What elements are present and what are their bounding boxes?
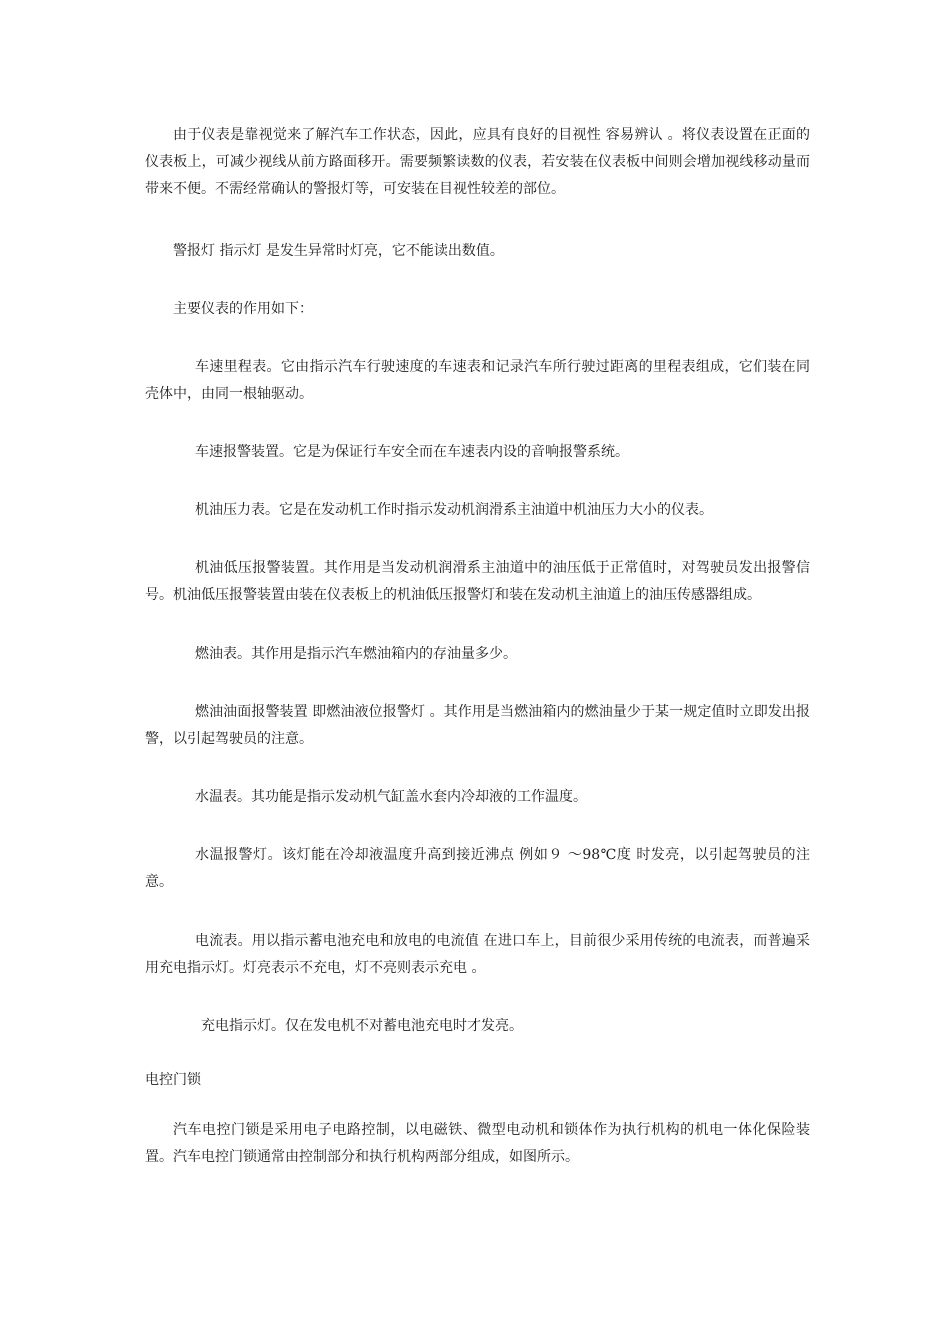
paragraph-water-temp-gauge: 水温表。其功能是指示发动机气缸盖水套内冷却液的工作温度。 [195,789,587,805]
paragraph-fuel-level-alarm: 燃油油面报警装置 即燃油液位报警灯 。其作用是当燃油箱内的燃油量少于某一规定值时立即发出报警，以引起驾驶员的注意。 [145,704,810,747]
paragraph-electric-door-lock: 汽车电控门锁是采用电子电路控制，以电磁铁、微型电动机和锁体作为执行机构的机电一体化保险装置。汽车电控门锁通常由控制部分和执行机构两部分组成，如图所示。 [145,1122,810,1165]
paragraph-ammeter: 电流表。用以指示蓄电池充电和放电的电流值 在进口车上，目前很少采用传统的电流表，而普遍采用充电指示灯。灯亮表示不充电，灯不亮则表示充电 。 [145,933,810,976]
paragraph-fuel-gauge: 燃油表。其作用是指示汽车燃油箱内的存油量多少。 [195,646,517,662]
paragraph-charge-indicator: 充电指示灯。仅在发电机不对蓄电池充电时才发亮。 [201,1018,523,1034]
paragraph-low-oil-alarm: 机油低压报警装置。其作用是当发动机润滑系主油道中的油压低于正常值时，对驾驶员发出报警信号。机油低压报警装置由装在仪表板上的机油低压报警灯和装在发动机主油道上的油压传感器组成。 [145,560,810,603]
paragraph-warning-lamp: 警报灯 指示灯 是发生异常时灯亮，它不能读出数值。 [173,243,504,259]
paragraph-speed-alarm: 车速报警装置。它是为保证行车安全而在车速表内设的音响报警系统。 [195,444,629,460]
paragraph-water-temp-alarm: 水温报警灯。该灯能在冷却液温度升高到接近沸点 例如９ ～98℃度 时发亮，以引起驾驶员的注意。 [145,847,810,890]
paragraph-oil-pressure-gauge: 机油压力表。它是在发动机工作时指示发动机润滑系主油道中机油压力大小的仪表。 [195,502,713,518]
paragraph-instrument-visibility: 由于仪表是靠视觉来了解汽车工作状态，因此，应具有良好的目视性 容易辨认 。将仪表设置在正面的仪表板上，可减少视线从前方路面移开。需要频繁读数的仪表，若安装在仪表板中间则会增加视线移动量而带来不便。不需经常确认的警报灯等，可安装在目视性较差的部位。 [145,127,810,197]
paragraph-main-instruments-intro: 主要仪表的作用如下： [173,301,313,317]
paragraph-speedometer: 车速里程表。它由指示汽车行驶速度的车速表和记录汽车所行驶过距离的里程表组成，它们装在同壳体中，由同一根轴驱动。 [145,359,810,402]
section-heading-electric-door-lock: 电控门锁 [145,1072,201,1088]
